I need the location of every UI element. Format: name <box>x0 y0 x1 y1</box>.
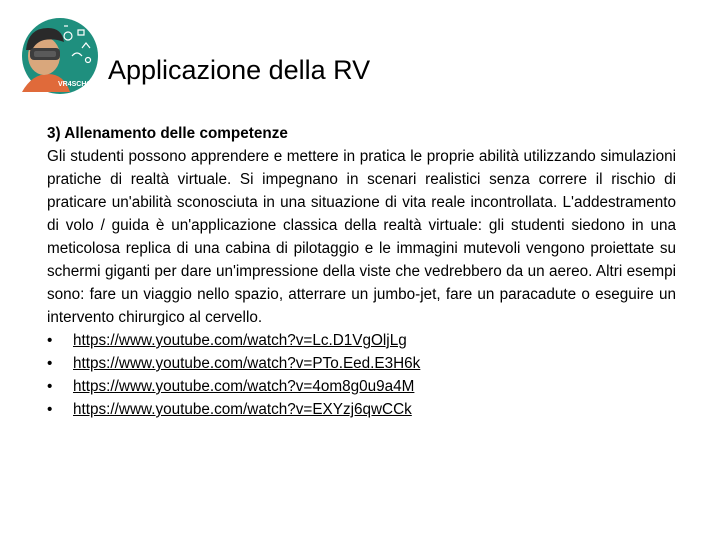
bullet: • <box>47 355 53 372</box>
youtube-link-4[interactable]: https://www.youtube.com/watch?v=EXYzj6qwCCk <box>73 401 412 418</box>
vr4school-logo <box>16 14 102 100</box>
section-heading: 3) Allenamento delle competenze <box>47 125 288 142</box>
list-item <box>47 375 676 398</box>
list-item <box>47 329 676 352</box>
list-item <box>47 352 676 375</box>
page-title: Applicazione della RV <box>108 55 371 85</box>
content-body <box>47 122 676 421</box>
youtube-link-2[interactable]: https://www.youtube.com/watch?v=PTo.Eed.E3H6k <box>73 355 421 372</box>
link-list <box>47 329 676 421</box>
youtube-link-3[interactable]: https://www.youtube.com/watch?v=4om8g0u9a4M <box>73 378 415 395</box>
bullet: • <box>47 401 53 418</box>
bullet: • <box>47 332 53 349</box>
youtube-link-1[interactable]: https://www.youtube.com/watch?v=Lc.D1VgOljLg <box>73 332 407 349</box>
list-item <box>47 398 676 421</box>
logo-text: VR4SCHOOL <box>58 81 102 88</box>
section-paragraph: Gli studenti possono apprendere e mettere in pratica le proprie abilità utilizzando simulazioni pratiche di realtà virtuale. Si impegnano in scenari realistici senza correre il rischio di praticare un'abilità sconosciuta in una situazione di vita reale incontrollata. L'addestramento di volo / guida è un'applicazione classica della realtà virtuale: gli studenti siedono in una meticolosa replica di una cabina di pilotaggio e le immagini mutevoli vengono proiettate su schermi giganti per dare un'impressione della viste che vedrebbero da un aereo. Altri esempi sono: fare un viaggio nello spazio, atterrare un jumbo-jet, fare un paracadute o eseguire un intervento chirurgico al cervello. <box>47 148 676 326</box>
bullet: • <box>47 378 53 395</box>
